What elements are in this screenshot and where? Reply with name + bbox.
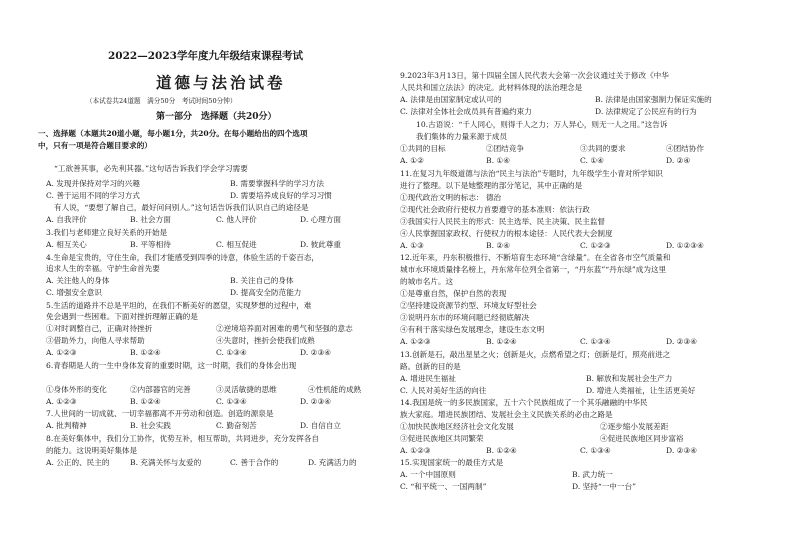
q12-answer-c: C. ①③④ [580,337,611,346]
question-10-stem-line-2: 我们集体的力量来源于成员 [416,132,508,141]
q3-option-c: C. 相互促进 [216,240,257,249]
q10-statement-2: ②团结竞争 [486,144,524,153]
q11-answer-b: B. ②④ [486,241,511,250]
q10-answer-d: D. ②④ [666,156,691,165]
question-9-stem-line-1: 9.2023年3月13日，第十四届全国人民代表大会第一次会议通过关于修改《中华 [400,71,669,80]
q10-statement-1: ①共同的目标 [400,144,446,153]
q6-answer-b: B. ①②④ [130,397,161,406]
question-8-stem-line-2: 的能力。这说明美好集体是 [46,446,138,455]
q5-answer-a: A. ①②③ [46,348,77,357]
question-7-stem: 7.人世间的一切成就、一切幸福都离不开劳动和创造。创造的源泉是 [46,409,274,418]
q11-statement-3: ③我国实行人民民主的形式：民主选举、民主决策、民主监督 [400,217,606,226]
q13-option-c: C. 人民对美好生活的向往 [400,386,487,395]
q12-statement-1: ①是尊重自然，保护自然的表现 [400,289,507,298]
question-1-stem: “工欲善其事，必先利其器。”这句话告诉我们学会学习需要 [54,164,248,173]
question-2-stem: 有人说，“要想了解自己，最好问问别人。”这句话告诉我们认识自己的途径是 [54,203,309,212]
q5-statement-1: ①对时调整自己，正确对待挫折 [46,324,153,333]
instructions-line-2: 中，只有一项是符合题目要求的） [38,141,152,150]
q3-option-d: D. 彼此尊重 [300,240,342,249]
q12-answer-b: B. ①②④ [486,337,517,346]
question-13-stem-line-1: 13.创新是石，敲出星星之火；创新是火，点燃希望之灯；创新是灯，照亮前进之 [400,350,671,359]
q14-statement-3: ③促进民族地区共同繁荣 [400,434,484,443]
q6-answer-c: C. ①③④ [216,397,247,406]
q15-option-a: A. 一个中国原则 [400,470,456,479]
question-4-stem-line-2: 追求人生的幸福。守护生命首先要 [46,264,160,273]
q1-option-b: B. 需要掌握科学的学习方法 [230,179,324,188]
q13-option-a: A. 增进民生福祉 [400,374,456,383]
q8-option-a: A. 公正的、民主的 [46,458,110,467]
q8-option-c: C. 善于合作的 [230,458,279,467]
question-12-stem-line-2: 城市水环境质量排名榜上，丹东常年位列全省第一，“丹东蓝”“丹东绿”成为这里 [400,265,667,274]
q2-option-c: C. 他人评价 [216,215,257,224]
q5-answer-d: D. ②③④ [300,348,332,357]
q12-answer-a: A. ①②③ [400,337,431,346]
q9-option-d: D. 法律规定了公民应有的行为 [595,107,697,116]
q14-answer-b: B. ①②④ [486,446,517,455]
q6-statement-1: ①身体外形的变化 [46,385,107,394]
q2-option-a: A. 自我评价 [46,215,87,224]
q9-option-b: B. 法律是由国家强制力保证实施的 [595,95,712,104]
q4-option-a: A. 关注他人的身体 [46,276,110,285]
exam-title: 2022—2023学年度九年级结束课程考试 [108,50,303,62]
q6-statement-3: ③灵活敏捷的思维 [216,385,277,394]
q14-answer-c: C. ①③④ [580,446,611,455]
q14-answer-d: D. ②③④ [666,446,698,455]
q11-statement-2: ②现代社会政府行使权力首要遵守的基本准则：依法行政 [400,205,590,214]
question-12-stem-line-1: 12.近年来，丹东积极推行、不断培育生态环境“含绿量”。在全省各市空气质量和 [400,253,671,262]
q2-option-d: D. 心理方面 [300,215,342,224]
q7-option-c: C. 勤奋刻苦 [216,421,257,430]
q12-statement-2: ②坚持建设资源节约型、环境友好型社会 [400,301,537,310]
subject-title: 道德与法治试卷 [156,73,286,92]
question-6-stem: 6.青春期是人的一生中身体发育的重要时期，这一时期，我们的身体会出现 [46,361,297,370]
question-13-stem-line-2: 路。创新的目的是 [400,362,461,371]
q3-option-b: B. 平等相待 [130,240,171,249]
q11-answer-c: C. ①②③ [580,241,611,250]
question-14-stem-line-1: 14.我国是统一的多民族国家，五十六个民族组成了一个其乐融融的中华民 [400,398,648,407]
q4-option-d: D. 提高安全防范能力 [230,288,302,297]
q15-option-b: B. 武力统一 [572,470,613,479]
q8-option-b: B. 充满关怀与友爱的 [130,458,202,467]
q10-answer-b: B. ①④ [486,156,511,165]
question-12-stem-line-3: 的城市名片。这 [400,277,454,286]
question-11-stem-line-2: 进行了整理。以下是她整理的部分笔记，其中正确的是 [400,181,583,190]
q1-option-c: C. 善于运用不同的学习方式 [46,191,140,200]
q1-option-d: D. 需要培养成良好的学习习惯 [230,191,332,200]
q12-statement-4: ④有利于落实绿色发展理念，建设生态文明 [400,325,545,334]
q12-answer-d: D. ②③④ [666,337,698,346]
q5-statement-2: ②逆境培养面对困难的勇气和坚强的意志 [216,324,353,333]
part1-title: 第一部分 选择题（共20分） [156,112,277,122]
q10-answer-c: C. ①④ [580,156,604,165]
q6-statement-2: ②内部器官的完善 [130,385,191,394]
q15-option-d: D. 坚持“一中一台” [572,482,636,491]
q14-statement-1: ①加快民族地区经济社会文化发展 [400,422,514,431]
question-14-stem-line-2: 族大家庭。增进民族团结、发展社会主义民族关系的必由之路是 [400,410,613,419]
q6-answer-a: A. ①②③ [46,397,77,406]
q13-option-b: B. 解放和发展社会生产力 [586,374,673,383]
q10-statement-3: ③共同的要求 [580,144,626,153]
q2-option-b: B. 社会方面 [130,215,171,224]
question-5-stem-line-1: 5.生活的道路并不总是平坦的，在我们不断美好的愿望，实现梦想的过程中，难 [46,301,312,310]
q11-answer-d: D. ①②③④ [666,241,704,250]
q10-statement-4: ④团结协作 [666,144,704,153]
q14-statement-4: ④促进民族地区同步富裕 [600,434,684,443]
question-5-stem-line-2: 免会遇到一些困难。下面对挫折理解正确的是 [46,312,198,321]
q5-answer-c: C. ①③④ [216,348,247,357]
question-9-stem-line-2: 人民共和国立法法》的决定。此材料体现的法治理念是 [400,83,583,92]
question-8-stem-line-1: 8.在美好集体中，我们分工协作，优势互补，相互帮助，共同进步，充分发挥各自 [46,434,320,443]
question-4-stem-line-1: 4.生命是宝贵的，守住生命，我们才能感受到四季的诗意，体验生活的千姿百态， [46,253,320,262]
q7-option-d: D. 自信自立 [300,421,342,430]
q6-answer-d: D. ②③④ [300,397,332,406]
q9-option-c: C. 法律对全体社会成员具有普遍约束力 [400,107,532,116]
q10-answer-a: A. ①② [400,156,424,165]
q8-option-d: D. 充满活力的 [308,458,357,467]
q13-option-d: D. 增进人类福祉，让生活更美好 [586,386,696,395]
q14-answer-a: A. ①②③ [400,446,431,455]
q11-statement-1: ①现代政治文明的标志： 德治 [400,193,502,202]
q4-option-c: C. 增强安全意识 [46,288,102,297]
q11-answer-a: A. ①③ [400,241,424,250]
q5-answer-b: B. ①②④ [130,348,161,357]
q12-statement-3: ③说明丹东市的环境问题已经彻底解决 [400,313,530,322]
q7-option-a: A. 批判精神 [46,421,87,430]
exam-info: （本试卷共24道题 满分50分 考试时间50分钟） [86,97,237,105]
question-3-stem: 3.我们与老师建立良好关系的开始是 [46,228,168,237]
q15-option-c: C. “和平统一、一国两制” [400,482,487,491]
question-11-stem-line-1: 11.在复习九年级道德与法治“民主与法治”专题时，九年级学生小青对所学知识 [400,169,663,178]
q11-statement-4: ④人民掌握国家政权、行使权力的根本途径：人民代表大会制度 [400,229,613,238]
question-10-stem-line-1: 10.古语说：“千人同心，则得千人之力；万人异心，则无一人之用。”这告诉 [416,120,668,129]
q5-statement-4: ④失意时，挫折会使我们成熟 [216,336,315,345]
question-15-stem: 15.实现国家统一的最佳方式是 [400,458,504,467]
q6-statement-4: ④性机能的成熟 [308,385,362,394]
instructions-line-1: 一、选择题（本题共20道小题，每小题1分，共20分。在每小题给出的四个选项 [38,129,308,138]
q7-option-b: B. 社会实践 [130,421,171,430]
q5-statement-3: ③借助外力，向他人寻求帮助 [46,336,145,345]
q9-option-a: A. 法律是由国家制定或认可的 [400,95,502,104]
q4-option-b: B. 关注自己的身体 [230,276,294,285]
q14-statement-2: ②逐步缩小发展差距 [600,422,669,431]
q1-option-a: A. 发现并保持对学习的兴趣 [46,179,140,188]
q3-option-a: A. 相互关心 [46,240,87,249]
